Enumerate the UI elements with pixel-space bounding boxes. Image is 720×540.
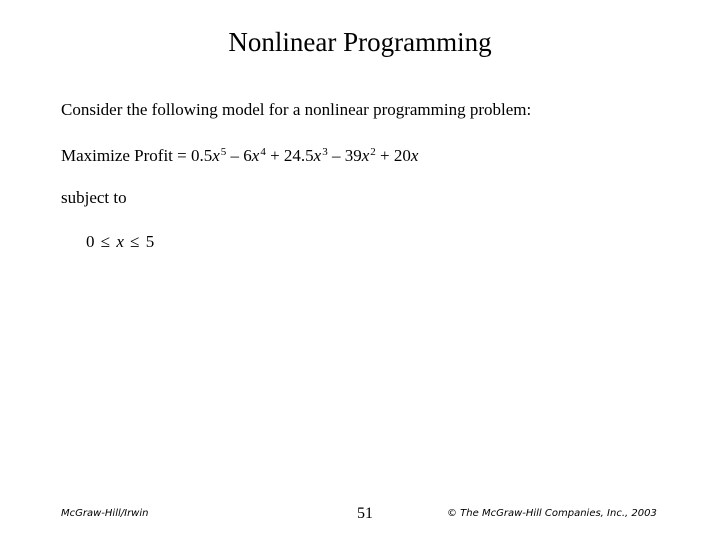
footer-publisher: McGraw-Hill/Irwin — [61, 508, 149, 519]
subject-to-text: subject to — [61, 188, 127, 207]
exponent: 2 — [370, 146, 376, 158]
intro-text: Consider the following model for a nonlinear programming problem: — [61, 100, 532, 119]
operator-term: + 24.5 — [265, 146, 314, 165]
variable-x: x — [212, 146, 220, 165]
footer-page-number: 51 — [357, 505, 373, 522]
exponent: 3 — [322, 146, 328, 158]
variable-x: x — [251, 146, 260, 165]
variable-x: x — [410, 146, 419, 165]
objective-function — [61, 145, 418, 169]
constraint-upper: ≤ 5 — [123, 232, 155, 251]
exponent: 4 — [260, 146, 266, 158]
constraint-lower: 0 ≤ — [86, 232, 117, 251]
objective-prefix: Maximize Profit = 0.5 — [61, 146, 213, 165]
exponent: 5 — [220, 146, 227, 158]
operator-term: – 6 — [226, 146, 252, 165]
footer-copyright: © The McGraw-Hill Companies, Inc., 2003 — [447, 508, 657, 519]
variable-x: x — [313, 146, 322, 165]
variable-x: x — [361, 146, 370, 165]
slide-title: Nonlinear Programming — [228, 27, 492, 57]
constraint-variable: x — [116, 232, 124, 251]
operator-term: + 20 — [375, 146, 411, 165]
constraint — [86, 231, 154, 253]
operator-term: – 39 — [327, 146, 362, 165]
